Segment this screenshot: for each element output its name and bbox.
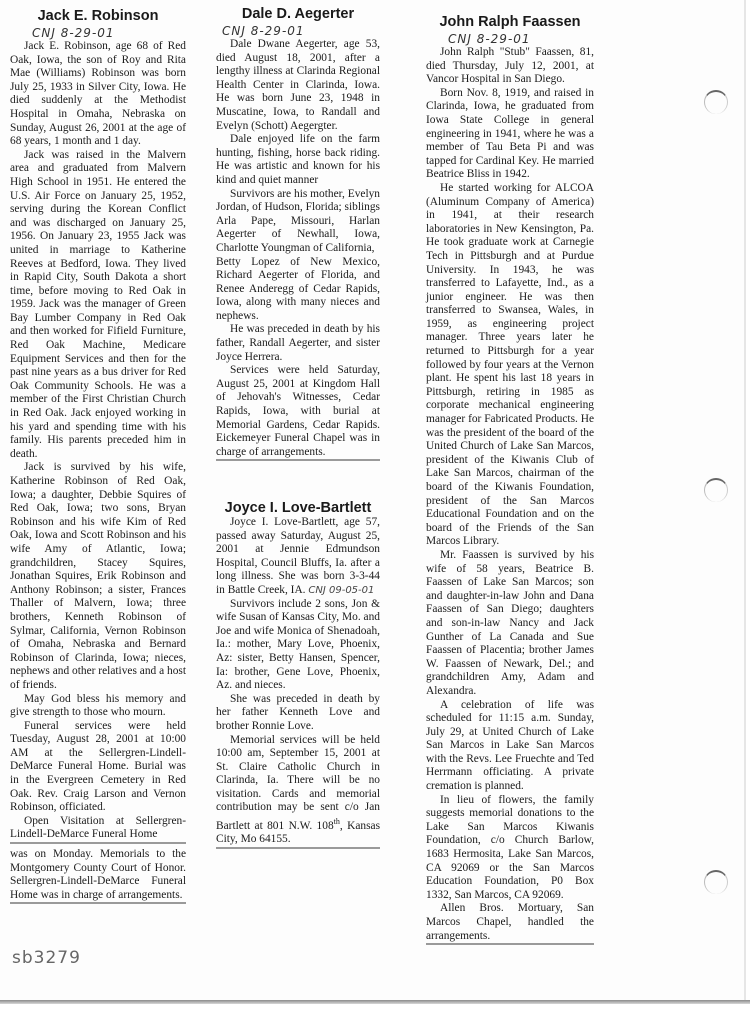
binder-hole-icon [704, 870, 728, 894]
handwritten-date: CNJ 09-05-01 [308, 584, 375, 596]
paragraph: Betty Lopez of New Mexico, Richard Aegerter of Florida, and Renee Anderegg of Cedar Rapids, Iowa, along with many nieces and nephews. [216, 255, 380, 322]
paragraph: Funeral services were held Tuesday, August 28, 2001 at 10:00 AM at the Sellergren-Lindell-DeMarce Funeral Home. Burial was in the Evergreen Cemetery in Red Oak. Rev. Craig Larson and Vernon Robinson, officiated. [10, 719, 186, 814]
paragraph: He was preceded in death by his father, Randall Aegerter, and sister Joyce Herrera. [216, 323, 380, 363]
paragraph: Survivors include 2 sons, Jon & wife Susan of Kansas City, Mo. and Joe and wife Monica of Shenadoah, Ia.: mother, Mary Love, Phoenix, Az: sister, Betty Hansen, Spencer, Ia: brother, Gene Love, Phoenix, Az. and nieces. [216, 597, 380, 692]
paragraph: was on Monday. Memorials to the Montgomery County Court of Honor. Sellergren-Lindell-DeMarce Funeral Home was in charge of arrangements. [10, 844, 186, 904]
paragraph [216, 734, 380, 848]
ordinal-suffix: th [333, 817, 340, 827]
obituary-title: Joyce I. Love-Bartlett [224, 500, 372, 516]
handwritten-date: CNJ 8-29-01 [222, 24, 305, 38]
paragraph: In lieu of flowers, the family suggests memorial donations to the Lake San Marcos Kiwanis Foundation, c/o Church Barlow, 1683 Hermosita, Lake San Marcos, CA 92069 or the San Marcos Education Foundation, P0 Box 1332, San Marcos, CA 92069. [426, 793, 594, 901]
paragraph: Jack E. Robinson, age 68 of Red Oak, Iowa, the son of Roy and Rita Mae (Williams) Robinson was born July 25, 1933 in Silver City, Iowa. He died suddenly at the Methodist Hospital in Omaha, Nebraska on Sunday, August 26, 2001 at the age of 68 years, 1 month and 1 day. [10, 40, 186, 148]
paragraph: A celebration of life was scheduled for 11:15 a.m. Sunday, July 29, at United Church of Lake San Marcos in Lake San Marcos with the Revs. Lee Fruechte and Ted Herrmann officiating. A private cremation is planned. [426, 698, 594, 793]
obituary-title: Jack E. Robinson [37, 8, 159, 24]
obituary-body [216, 38, 380, 461]
paragraph: Jack is survived by his wife, Katherine Robinson of Red Oak, Iowa; a daughter, Debbie Squires of Red Oak, Iowa; two sons, Bryan Robinson and his wife Kim of Red Oak, Iowa and Scott Robinson and his wife Amy of Atlantic, Iowa; grandchildren, Stacey Squires, Jonathan Squires, Erik Robinson and Anthony Robinson; a sister, Frances Thaller of Malvern, Iowa; three brothers, Kenneth Robinson of Sylmar, California, Vernon Robinson of Omaha, Nebraska and Bernard Robinson of Clarinda, Iowa; nieces, nephews and other relatives and a host of friends. [10, 461, 186, 691]
paragraph: Services were held Saturday, August 25, 2001 at Kingdom Hall of Jehovah's Witnesses, Cedar Rapids, Iowa, with burial at Memorial Gardens, Cedar Rapids. Eickemeyer Funeral Chapel was in charge of arrangements. [216, 364, 380, 458]
archive-note: sb3279 [12, 948, 81, 968]
paragraph: Dale enjoyed life on the farm hunting, fishing, horse back riding. He was artistic and known for his kind and quiet manner [216, 133, 380, 186]
obituary-dale-aegerter [216, 6, 380, 461]
binder-hole-icon [704, 90, 728, 114]
paragraph-text: Joyce I. Love-Bartlett, age 57, passed away Saturday, August 25, 2001 at Jennie Edmundson Hospital, Council Bluffs, Ia. after a long illness. She was born 3-3-44 in Battle Creek, IA. [216, 516, 380, 596]
paragraph: Born Nov. 8, 1919, and raised in Clarinda, Iowa, he graduated from Iowa State College in general engineering in 1941, where he was a member of Tau Beta Pi and was tapped for Cardinal Key. He married Beatrice Bliss in 1942. [426, 86, 594, 181]
obituary-body [426, 46, 594, 945]
obituary-title: Dale D. Aegerter [241, 6, 355, 22]
paragraph: May God bless his memory and give strength to those who mourn. [10, 692, 186, 719]
obituary-jack-robinson [10, 8, 186, 904]
paragraph-text: , Kansas City, Mo 64155. [216, 819, 381, 846]
obituary-body [10, 40, 186, 904]
paragraph: Jack was raised in the Malvern area and graduated from Malvern High School in 1951. He entered the U.S. Air Force on January 25, 1952, serving during the Korean Conflict and was discharged on January 25, 1956. On January 23, 1955 Jack was united in marriage to Katherine Reeves at Bedford, Iowa. They lived in Rapid City, South Dakota a short time, before moving to Red Oak in 1959. Jack was the manager of Green Bay Lumber Company in Red Oak and then worked for Fifield Furniture, Red Oak Machine, Medicare Equipment Services and then for the past nine years as a bus driver for Red Oak Community Schools. He was a member of the First Christian Church in Red Oak. Jack enjoyed working in his yard and spending time with his family. His parents preceded him in death. [10, 148, 186, 460]
obituary-joyce-love-bartlett [216, 500, 380, 849]
paragraph [216, 516, 380, 598]
paragraph-text: Memorial services will be held 10:00 am, September 15, 2001 at St. Claire Catholic Church in Clarinda, Ia. There will be no visitation. Cards and memorial contribution may be sent c/o Jan Bartlett at 801 N.W. 108 [216, 733, 380, 832]
paragraph: Mr. Faassen is survived by his wife of 58 years, Beatrice B. Faassen of Lake San Marcos; son and daughter-in-law John and Dana Faassen of San Diego; daughters and son-in-law Nancy and Jack Gunther of La Canada and Sue Faassen of Placentia; brother James W. Faassen of Newark, Del.; and grandchildren Amy, Adam and Alexandra. [426, 548, 594, 697]
paragraph: He started working for ALCOA (Aluminum Company of America) in 1941, at their research laboratories in New Kensington, Pa. He took graduate work at Carnegie Tech in Pittsburgh and at Purdue University. In 1943, he was transferred to Lafayette, Ind., as a junior engineer. He was then transferred to Swansea, Wales, in 1959, as engineering project manager. Three years later he returned to Pittsburgh for a year followed by four years at the Vernon plant. He spent his last 18 years in Pittsburgh, retiring in 1985 as corporate mechanical engineering manager for Fabricated Products. He was the president of the board of the United Church of Lake San Marcos, president of the Kiwanis Club of Lake San Marcos, chairman of the board of the Kiwanis Foundation, president of the San Marcos Educational Foundation and on the board of the Friends of the San Marcos Library. [426, 181, 594, 548]
handwritten-date: CNJ 8-29-01 [32, 26, 115, 40]
obituary-body [216, 516, 380, 849]
obituary-title: John Ralph Faassen [439, 14, 581, 30]
handwritten-date: CNJ 8-29-01 [448, 32, 531, 46]
paragraph: Survivors are his mother, Evelyn Jordan, of Hudson, Florida; siblings Arla Pape, Missouri, Harlan Aegerter of Newhall, Iowa, Charlotte Youngman of California, [216, 187, 380, 254]
paragraph: Open Visitation at Sellergren-Lindell-DeMarce Funeral Home [10, 815, 186, 844]
obituary-john-faassen [426, 14, 594, 945]
page-edge [0, 1000, 750, 1004]
paragraph: Allen Bros. Mortuary, San Marcos Chapel, handled the arrangements. [426, 902, 594, 942]
binder-hole-icon [704, 478, 728, 502]
paragraph: John Ralph "Stub" Faassen, 81, died Thursday, July 12, 2001, at Vancor Hospital in San Diego. [426, 46, 594, 86]
paragraph: Dale Dwane Aegerter, age 53, died August 18, 2001, after a lengthy illness at Clarinda Regional Health Center in Clarinda, Iowa. He was born June 23, 1948 in Muscatine, Iowa, to Randall and Evelyn (Schott) Aegergter. [216, 38, 380, 132]
paragraph: She was preceded in death by her father Kenneth Love and brother Ronnie Love. [216, 692, 380, 732]
